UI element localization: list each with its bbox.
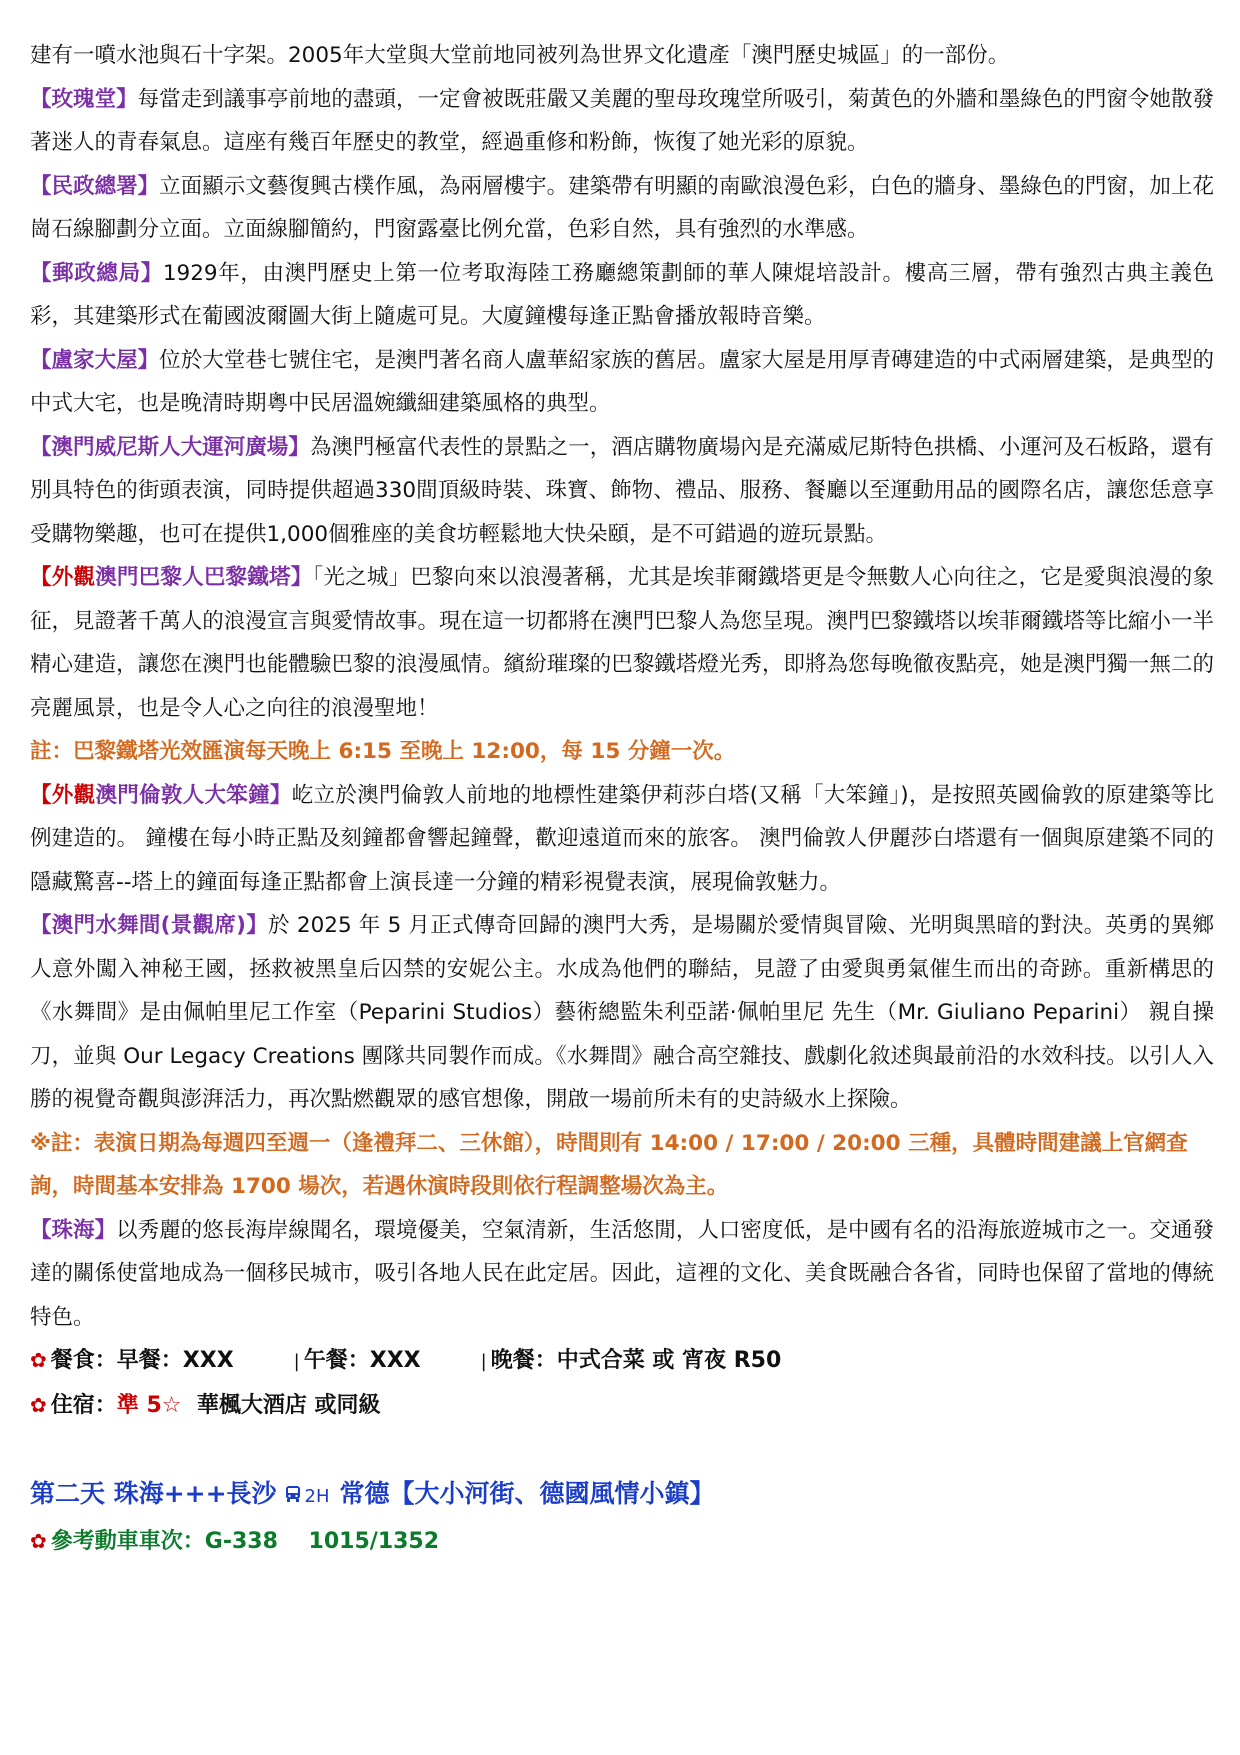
itinerary-document bbox=[30, 34, 1214, 1564]
hotel-grade: 準 5☆ bbox=[116, 1392, 182, 1418]
meals-label: 餐食： bbox=[50, 1348, 117, 1373]
section-prefix: 【外觀 bbox=[30, 565, 96, 590]
day-2-heading bbox=[30, 1471, 1214, 1520]
section-parisian-tower bbox=[30, 556, 1214, 730]
section-text: 「光之城」巴黎向來以浪漫著稱，尤其是埃菲爾鐵塔更是令無數人心向往之，它是愛與浪漫的象征，見證著千萬人的浪漫宣言與愛情故事。現在這一切都將在澳門巴黎人為您呈現。澳門巴黎鐵塔以埃菲爾鐵塔等比縮小一半精心建造，讓您在澳門也能體驗巴黎的浪漫風情。繽紛璀璨的巴黎鐵塔燈光秀，即將為您每晚徹夜點亮，她是澳門獨一無二的亮麗風景，也是令人心之向往的浪漫聖地！ bbox=[30, 565, 1214, 721]
section-post-office bbox=[30, 252, 1214, 339]
train-number: G-338 bbox=[204, 1529, 278, 1554]
bus-icon bbox=[283, 1473, 303, 1519]
hotel-label: 住宿： bbox=[50, 1392, 117, 1418]
intro-text: 建有一噴水池與石十字架。2005年大堂與大堂前地同被列為世界文化遺產「澳門歷史城區」的一部份。 bbox=[30, 43, 1010, 68]
day-title-part-b: 常德【大小河街、德國風情小鎮】 bbox=[339, 1479, 715, 1508]
section-title: 【民政總署】 bbox=[30, 173, 160, 199]
section-zhuhai bbox=[30, 1209, 1214, 1340]
flower-icon: ✿ bbox=[30, 1529, 47, 1553]
flower-icon: ✿ bbox=[30, 1392, 47, 1417]
section-prefix: 【外觀 bbox=[30, 782, 96, 808]
breakfast: 早餐：XXX bbox=[116, 1348, 234, 1373]
section-title: 澳門巴黎人巴黎鐵塔】 bbox=[95, 565, 313, 590]
meals-line bbox=[30, 1339, 1214, 1384]
section-title: 【郵政總局】 bbox=[30, 260, 163, 286]
intro-paragraph bbox=[30, 34, 1214, 78]
section-title: 澳門倫敦人大笨鐘】 bbox=[95, 782, 292, 808]
section-house-of-dancing-water bbox=[30, 904, 1214, 1122]
section-text: 以秀麗的悠長海岸線聞名，環境優美，空氣清新，生活悠閒，人口密度低，是中國有名的沿海旅遊城市之一。交通發達的關係使當地成為一個移民城市，吸引各地人民在此定居。因此，這裡的文化、美食既融合各省，同時也保留了當地的傳統特色。 bbox=[30, 1217, 1214, 1330]
hotel-line bbox=[30, 1384, 1214, 1428]
section-text: 於 2025 年 5 月正式傳奇回歸的澳門大秀，是場關於愛情與冒險、光明與黑暗的對決。英勇的異鄉人意外闖入神秘王國，拯救被黑皇后囚禁的安妮公主。水成為他們的聯結，見證了由愛與勇氣催生而出的奇跡。重新構思的《水舞間》是由佩帕里尼工作室（Peparini Studios）藝術總監朱利亞諾·佩帕里尼 先生（Mr. Giuliano Peparini） 親自操刀，並與 Our Legacy Creations 團隊共同製作而成。《水舞間》融合高空雜技、戲劇化敘述與最前沿的水效科技。以引人入勝的視覺奇觀與澎湃活力，再次點燃觀眾的感官想像，開啟一場前所未有的史詩級水上探險。 bbox=[30, 913, 1214, 1112]
train-label: 參考動車車次： bbox=[50, 1529, 205, 1554]
section-text: 1929年，由澳門歷史上第一位考取海陸工務廳總策劃師的華人陳焜培設計。樓高三層，帶有強烈古典主義色彩，其建築形式在葡國波爾圖大街上隨處可見。大廈鐘樓每逢正點會播放報時音樂。 bbox=[30, 260, 1214, 329]
flower-icon: ✿ bbox=[30, 1348, 47, 1372]
separator: | bbox=[480, 1351, 487, 1372]
spacer bbox=[30, 1427, 1214, 1471]
section-civic-bureau bbox=[30, 165, 1214, 252]
section-rosary-church bbox=[30, 78, 1214, 165]
paris-note: 註：巴黎鐵塔光效匯演每天晚上 6:15 至晚上 12:00，每 15 分鐘一次。 bbox=[30, 739, 736, 764]
section-title: 【澳門水舞間(景觀席)】 bbox=[30, 913, 269, 938]
section-text: 立面顯示文藝復興古樸作風，為兩層樓宇。建築帶有明顯的南歐浪漫色彩，白色的牆身、墨綠色的門窗，加上花崗石線腳劃分立面。立面線腳簡約，門窗露臺比例允當，色彩自然，具有強烈的水準感。 bbox=[30, 173, 1214, 242]
train-times: 1015/1352 bbox=[308, 1529, 440, 1554]
section-title: 【玫瑰堂】 bbox=[30, 86, 138, 112]
section-text: 屹立於澳門倫敦人前地的地標性建築伊莉莎白塔(又稱「大笨鐘」)，是按照英國倫敦的原建築等比例建造的。 鐘樓在每小時正點及刻鐘都會響起鐘聲，歡迎遠道而來的旅客。 澳門倫敦人伊麗莎白塔還有一個與原建築不同的隱藏驚喜--塔上的鐘面每逢正點都會上演長達一分鐘的精彩視覺表演，展現倫敦魅力。 bbox=[30, 782, 1214, 895]
section-title: 【澳門威尼斯人大運河廣場】 bbox=[30, 434, 310, 460]
section-text: 為澳門極富代表性的景點之一，酒店購物廣場內是充滿威尼斯特色拱橋、小運河及石板路，還有別具特色的街頭表演，同時提供超過330間頂級時裝、珠寶、飾物、禮品、服務、餐廳以至運動用品的國際名店，讓您恁意享受購物樂趣，也可在提供1,000個雅座的美食坊輕鬆地大快朵頤，是不可錯過的遊玩景點。 bbox=[30, 434, 1214, 547]
train-line bbox=[30, 1520, 1214, 1564]
hotel-name: 華楓大酒店 或同級 bbox=[196, 1392, 381, 1418]
section-title: 【珠海】 bbox=[30, 1217, 117, 1243]
section-lou-kau-mansion bbox=[30, 339, 1214, 426]
duration: 2H bbox=[304, 1486, 330, 1507]
water-note: ※註：表演日期為每週四至週一（逢禮拜二、三休館），時間則有 14:00 / 17:00 / 20:00 三種，具體時間建議上官網查詢，時間基本安排為 1700 場次，若遇休演時段則依行程調整場次為主。 bbox=[30, 1130, 1188, 1199]
section-big-ben bbox=[30, 774, 1214, 905]
section-title: 【盧家大屋】 bbox=[30, 347, 160, 373]
section-venetian-canal bbox=[30, 426, 1214, 557]
section-text: 每當走到議事亭前地的盡頭，一定會被既莊嚴又美麗的聖母玫瑰堂所吸引，菊黃色的外牆和墨綠色的門窗令她散發著迷人的青春氣息。這座有幾百年歷史的教堂，經過重修和粉飾，恢復了她光彩的原貌。 bbox=[30, 86, 1214, 155]
separator: | bbox=[293, 1351, 300, 1372]
day-title-part-a: 第二天 珠海+++長沙 bbox=[30, 1479, 277, 1508]
section-text: 位於大堂巷七號住宅，是澳門著名商人盧華紹家族的舊居。盧家大屋是用厚青磚建造的中式兩層建築，是典型的中式大宅，也是晚清時期粵中民居溫婉纖細建築風格的典型。 bbox=[30, 347, 1214, 416]
lunch: 午餐：XXX bbox=[303, 1348, 421, 1373]
dinner: 晚餐：中式合菜 或 宵夜 R50 bbox=[490, 1348, 782, 1373]
